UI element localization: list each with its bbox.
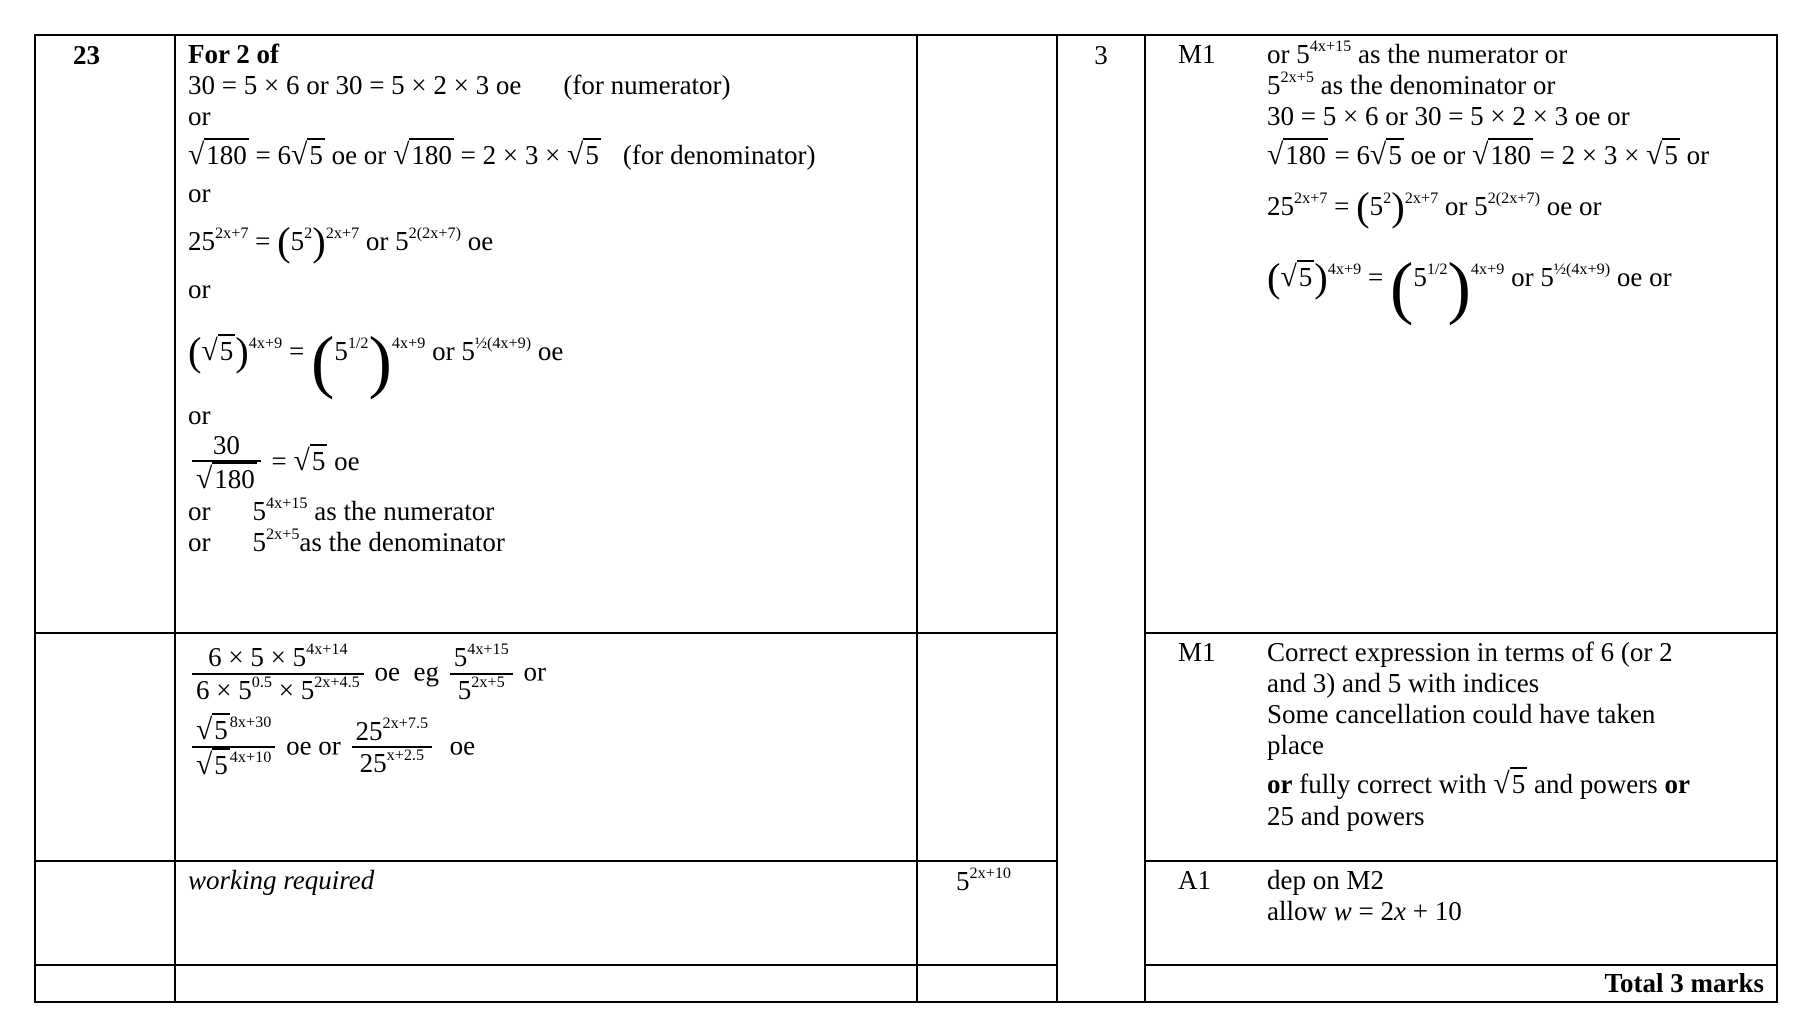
- for-2-of-heading: For 2 of: [188, 39, 279, 69]
- mark-row-1: [35, 35, 1777, 633]
- fraction-6x5: $\frac{6 \times 5 \times 5^{4x+14}}{6 \times 5^{0.5} \times 5^{2x+4.5}}$: [192, 643, 364, 706]
- working-cell-2: $\frac{6 \times 5 \times 5^{4x+14}}{6 \times 5^{0.5} \times 5^{2x+4.5}}$ oe eg $\frac{5^{4x+15}}{5^{2x+5}}$ or $\frac{√5 ^{8x+30}}{√5 ^{4x+10}}$ oe or $\frac{25^{2x+7.5}}{25^{x+2.5}}$ oe: [175, 633, 917, 861]
- fraction-30-line: $\frac{30}{√180}$ = √5 oe: [188, 431, 906, 497]
- numerator-line: 30 = 5 × 6 or 30 = 5 × 2 × 3 oe (for numerator): [188, 70, 731, 101]
- marks-cell: 3: [1057, 35, 1145, 1002]
- total-blank-3: [917, 965, 1057, 1002]
- comment-cell-2: Correct expression in terms of 6 (or 2 and 3) and 5 with indices Some cancellation could have taken place or fully correct with √5 and powers or 25 and powers: [1263, 633, 1777, 861]
- comment-cell-1: or $5^{4x+15}$ as the numerator or $5^{2x+5}$ as the denominator or 30 = 5 × 6 or 30 = 5 × 2 × 3 oe or √180 = 6√5 oe or √180 = 2 × 3 × √5 or $25^{2x+7} = (5^2)^{2x+7}$ or $5^{2(2x+7)}$ oe or $(√5)^{4x+9} = (5^{1/2})^{4x+9}$ or $5^{\frac{1}{2}(4x+9)}$ oe or: [1263, 35, 1777, 633]
- total-blank-1: [35, 965, 175, 1002]
- total-blank-2: [175, 965, 917, 1002]
- mark-row-2: [35, 633, 1777, 861]
- root-5-power-line: $(√5)^{4x+9} = (5^{1/2})^{4x+9}$ or $5^{\frac{1}{2}(4x+9)}$ oe: [188, 322, 564, 401]
- comment-cell-3: dep on M2 allow w = 2x + 10: [1263, 861, 1777, 965]
- fraction-root5: $\frac{√5 ^{8x+30}}{√5 ^{4x+10}}$: [192, 714, 275, 783]
- fraction-25: $\frac{25^{2x+7.5}}{25^{x+2.5}}$: [352, 717, 433, 780]
- fraction-5-power: $\frac{5^{4x+15}}{5^{2x+5}}$: [450, 643, 513, 706]
- answer-cell-1: [917, 35, 1057, 633]
- or-label: or: [188, 178, 211, 209]
- denominator-alt-line: or $5^{2x+5}as$ the denominator: [188, 525, 505, 558]
- answer-cell-2: [917, 633, 1057, 861]
- or-label: or: [188, 399, 211, 430]
- sqrt-180: √180: [188, 139, 247, 172]
- final-answer: $5^{2x+10}$: [917, 861, 1057, 965]
- total-marks: Total 3 marks: [1145, 965, 1777, 1002]
- numerator-alt-line: or $5^{4x+15}$ as the numerator: [188, 494, 495, 527]
- working-required: working required: [175, 861, 917, 965]
- question-number-blank-2: [35, 633, 175, 861]
- question-number-blank-3: [35, 861, 175, 965]
- mark-code-3: A1: [1145, 861, 1263, 965]
- mark-row-3: [35, 861, 1777, 965]
- mark-code-2: M1: [1145, 633, 1263, 861]
- power-25-line: $25^{2x+7} = (5^2)^{2x+7}$ or $5^{2(2x+7)}$ oe: [188, 219, 494, 265]
- total-row: [35, 965, 1777, 1002]
- question-number: 23: [35, 35, 175, 633]
- fraction-30-over-root180: $\frac{30}{√180}$: [192, 431, 261, 497]
- mark-code-1: M1: [1145, 35, 1263, 633]
- or-label: or: [188, 273, 211, 304]
- working-cell-1: [175, 35, 917, 633]
- denominator-line: √180 = 6√5 oe or √180 = 2 × 3 × √5 (for denominator): [188, 139, 816, 172]
- or-label: or: [188, 101, 211, 132]
- mark-scheme-table: [34, 34, 1778, 1003]
